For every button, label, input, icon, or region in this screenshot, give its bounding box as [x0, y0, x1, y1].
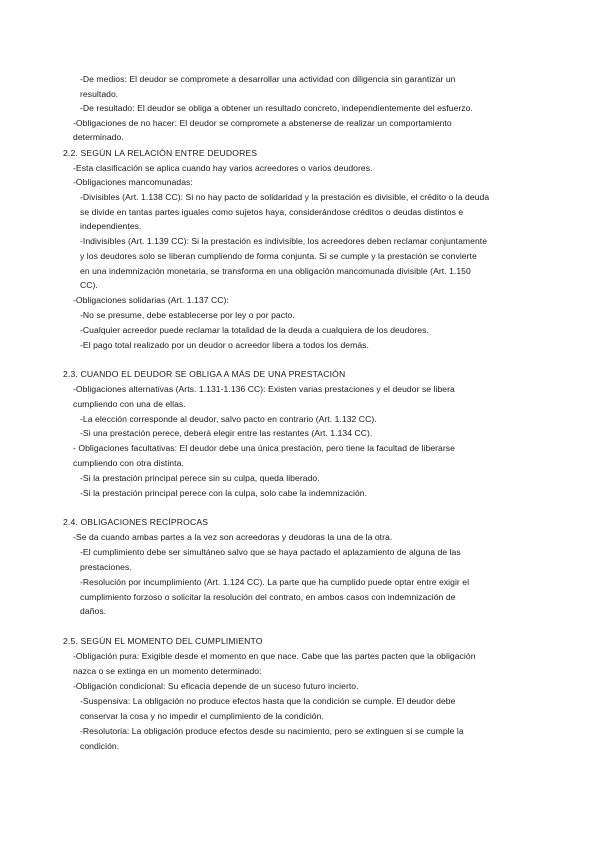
text-line: nazca o se extinga en un momento determinado:	[73, 666, 262, 676]
text-line: CC).	[80, 280, 98, 290]
text-line: independientes.	[80, 221, 142, 231]
text-line: -Si la prestación principal perece con la culpa, solo cabe la indemnización.	[80, 488, 368, 498]
text-line: -Divisibles (Art. 1.138 CC): Si no hay pacto de solidaridad y la prestación es divisible, el crédito o la deuda	[80, 192, 490, 202]
text-line: resultado.	[80, 89, 119, 99]
text-line: -Indivisibles (Art. 1.139 CC): Si la prestación es indivisible, los acreedores deben reclamar conjuntamente	[80, 236, 488, 246]
text-line: prestaciones.	[80, 562, 132, 572]
text-line: cumplimiento forzoso o solicitar la resolución del contrato, en ambos casos con indemnización de	[80, 592, 456, 602]
section-heading: 2.2. SEGÚN LA RELACIÓN ENTRE DEUDORES	[63, 148, 258, 158]
text-line: cumpliendo con una de ellas.	[73, 399, 186, 409]
text-line: -No se presume, debe establecerse por ley o por pacto.	[80, 310, 295, 320]
section-heading: 2.4. OBLIGACIONES RECÍPROCAS	[63, 517, 209, 527]
text-line: -El cumplimiento debe ser simultáneo salvo que se haya pactado el aplazamiento de alguna de las	[80, 547, 461, 557]
text-line: y los deudores solo se liberan cumpliendo de forma conjunta. Si se cumple y la prestación se convierte	[80, 251, 477, 261]
text-line: -De medios: El deudor se compromete a desarrollar una actividad con diligencia sin garantizar un	[80, 74, 456, 84]
text-line: -Si una prestación perece, deberá elegir entre las restantes (Art. 1.134 CC).	[80, 428, 373, 438]
text-line: -Cualquier acreedor puede reclamar la totalidad de la deuda a cualquiera de los deudores.	[80, 325, 429, 335]
text-line: en una indemnización monetaria, se transforma en una obligación mancomunada divisible (Art. 1.150	[80, 266, 471, 276]
text-line: -La elección corresponde al deudor, salvo pacto en contrario (Art. 1.132 CC).	[80, 414, 377, 424]
text-line: -De resultado: El deudor se obliga a obtener un resultado concreto, independientemente del esfuerzo.	[80, 103, 473, 113]
text-line: -Obligación pura: Exigible desde el momento en que nace. Cabe que las partes pacten que la obligación	[73, 651, 476, 661]
text-line: cumpliendo con otra distinta.	[73, 458, 184, 468]
text-line: daños.	[80, 606, 107, 616]
text-line: -Resolutoria: La obligación produce efectos desde su nacimiento, pero se extinguen si se cumple la	[80, 726, 464, 736]
section-heading: 2.3. CUANDO EL DEUDOR SE OBLIGA A MÁS DE UNA PRESTACIÓN	[63, 369, 346, 379]
text-line: condición.	[80, 741, 120, 751]
text-line: -Suspensiva: La obligación no produce efectos hasta que la condición se cumple. El deudor debe	[80, 696, 456, 706]
text-line: determinado.	[73, 132, 124, 142]
text-line: -Obligaciones solidarias (Art. 1.137 CC):	[73, 295, 229, 305]
section-heading: 2.5. SEGÚN EL MOMENTO DEL CUMPLIMIENTO	[63, 636, 263, 646]
text-line: -Resolución por incumplimiento (Art. 1.124 CC). La parte que ha cumplido puede optar entre exigir el	[80, 577, 470, 587]
text-line: -Esta clasificación se aplica cuando hay varios acreedores o varios deudores.	[73, 163, 373, 173]
text-line: - Obligaciones facultativas: El deudor debe una única prestación, pero tiene la facultad de liberarse	[73, 443, 455, 453]
text-line: se divide en tantas partes iguales como sujetos haya, considerándose créditos o deudas distintos e	[80, 207, 464, 217]
text-line: -Obligaciones mancomunadas:	[73, 177, 193, 187]
text-line: -Si la prestación principal perece sin su culpa, queda liberado.	[80, 473, 320, 483]
text-line: conservar la cosa y no impedir el cumplimiento de la condición.	[80, 711, 324, 721]
text-line: -Se da cuando ambas partes a la vez son acreedoras y deudoras la una de la otra.	[73, 532, 393, 542]
text-line: -El pago total realizado por un deudor o acreedor libera a todos los demás.	[80, 340, 369, 350]
text-line: -Obligación condicional: Su eficacia depende de un suceso futuro incierto.	[73, 681, 359, 691]
text-line: -Obligaciones de no hacer: El deudor se compromete a abstenerse de realizar un comportamiento	[73, 118, 452, 128]
text-line: -Obligaciones alternativas (Arts. 1.131-1.136 CC): Existen varias prestaciones y el deudor se libera	[73, 384, 455, 394]
